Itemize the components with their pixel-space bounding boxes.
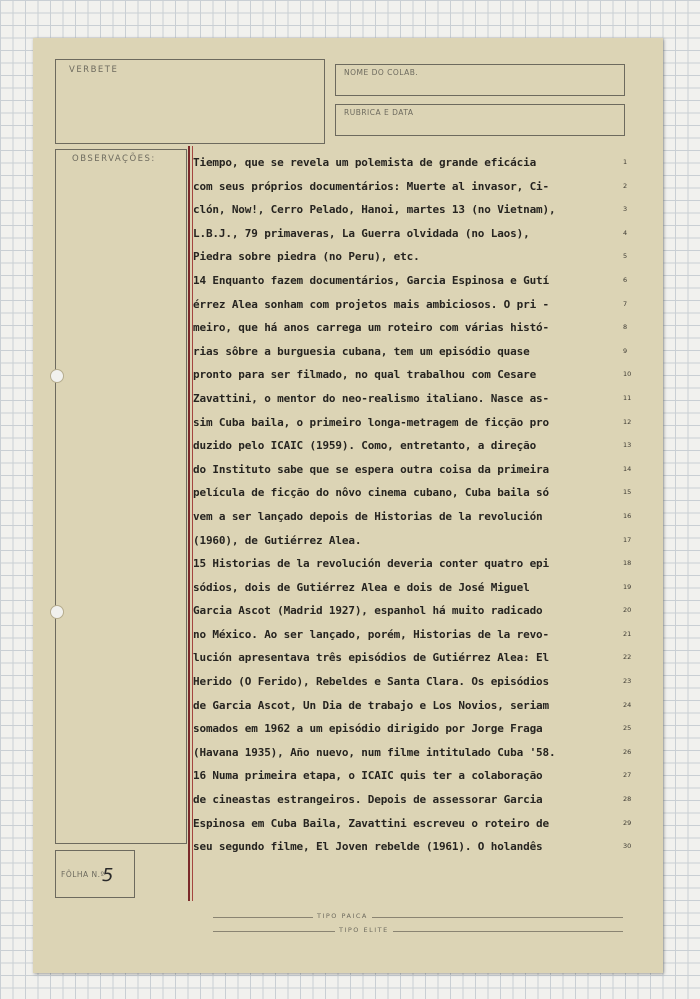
line-number: 19 [623, 582, 632, 591]
verbete-box [55, 59, 325, 144]
tipo-elite-rule [213, 931, 623, 932]
text-line: lución apresentava três episódios de Gutiérrez Alea: El [193, 651, 549, 665]
line-number: 12 [623, 417, 632, 426]
folha-box [55, 850, 135, 898]
verbete-label: VERBETE [69, 65, 119, 75]
line-number: 3 [623, 205, 628, 214]
nome-do-colab-label: NOME DO COLAB. [344, 68, 419, 77]
line-number: 20 [623, 606, 632, 615]
observacoes-label: OBSERVAÇÕES: [72, 154, 156, 164]
line-number: 7 [623, 299, 628, 308]
nome-do-colab-box [335, 64, 625, 96]
text-line: somados em 1962 a um episódio dirigido por Jorge Fraga [193, 722, 543, 736]
line-number: 28 [623, 795, 632, 804]
line-number: 15 [623, 488, 632, 497]
text-line: 14 Enquanto fazem documentários, Garcia Espinosa e Gutí [193, 273, 549, 287]
text-line: rias sôbre a burguesia cubana, tem um episódio quase [193, 344, 530, 358]
line-numbers [623, 151, 645, 859]
text-line: meiro, que há anos carrega um roteiro com várias histó- [193, 321, 549, 335]
line-number: 27 [623, 771, 632, 780]
line-number: 29 [623, 818, 632, 827]
line-number: 5 [623, 252, 628, 261]
line-number: 4 [623, 228, 628, 237]
rubrica-e-data-box [335, 104, 625, 136]
line-number: 8 [623, 323, 628, 332]
line-number: 9 [623, 346, 628, 355]
text-line: 16 Numa primeira etapa, o ICAIC quis ter a colaboração [193, 769, 543, 783]
text-line: (1960), de Gutiérrez Alea. [193, 533, 362, 547]
tipo-paica-rule [213, 917, 623, 918]
text-line: do Instituto sabe que se espera outra coisa da primeira [193, 462, 549, 476]
line-number: 22 [623, 653, 632, 662]
text-line: seu segundo filme, El Joven rebelde (1961). O holandês [193, 840, 543, 854]
text-line: no México. Ao ser lançado, porém, Historias de la revo- [193, 627, 549, 641]
punch-hole-bottom [50, 605, 64, 619]
line-number: 26 [623, 747, 632, 756]
typed-text-block [193, 151, 619, 859]
text-line: pronto para ser filmado, no qual trabalhou com Cesare [193, 368, 537, 382]
line-number: 13 [623, 441, 632, 450]
text-line: Piedra sobre piedra (no Peru), etc. [193, 250, 420, 264]
text-line: Tiempo, que se revela um polemista de grande eficácia [193, 156, 537, 169]
text-line: Zavattini, o mentor do neo-realismo italiano. Nasce as- [193, 391, 549, 405]
tipo-elite-label: TIPO ELITE [335, 926, 393, 934]
text-line: de cineastas estrangeiros. Depois de assessorar Garcia [193, 793, 543, 807]
text-line: clón, Now!, Cerro Pelado, Hanoi, martes 13 (no Vietnam), [193, 203, 556, 217]
form-sheet [33, 38, 663, 973]
text-line: L.B.J., 79 primaveras, La Guerra olvidada (no Laos), [193, 226, 530, 240]
text-line: sim Cuba baila, o primeiro longa-metragem de ficção pro [193, 415, 549, 429]
text-line: Herido (O Ferido), Rebeldes e Santa Clara. Os episódios [193, 675, 549, 689]
text-line: película de ficção do nôvo cinema cubano, Cuba baila só [193, 486, 549, 500]
folha-number: 5 [102, 865, 114, 886]
rubrica-e-data-label: RUBRICA E DATA [344, 108, 414, 117]
text-line: de Garcia Ascot, Un Dia de trabajo e Los Novios, seriam [193, 698, 549, 712]
text-line: duzido pelo ICAIC (1959). Como, entretanto, a direção [193, 439, 537, 453]
tipo-paica-label: TIPO PAICA [313, 912, 372, 920]
text-line: vem a ser lançado depois de Historias de la revolución [193, 509, 543, 523]
line-number: 2 [623, 181, 628, 190]
text-line: Garcia Ascot (Madrid 1927), espanhol há muito radicado [193, 604, 543, 618]
line-number: 18 [623, 559, 632, 568]
line-number: 30 [623, 842, 632, 851]
line-number: 10 [623, 370, 632, 379]
punch-hole-top [50, 369, 64, 383]
line-number: 11 [623, 393, 632, 402]
line-number: 21 [623, 629, 632, 638]
margin-rule [188, 146, 190, 901]
text-line: com seus próprios documentários: Muerte al invasor, Ci- [193, 179, 549, 193]
line-number: 24 [623, 700, 632, 709]
text-line: sódios, dois de Gutiérrez Alea e dois de José Miguel [193, 580, 530, 594]
text-line: érrez Alea sonham com projetos mais ambiciosos. O pri - [193, 297, 549, 311]
text-line: Espinosa em Cuba Baila, Zavattini escreveu o roteiro de [193, 816, 549, 830]
line-number: 6 [623, 275, 628, 284]
observacoes-box [55, 149, 187, 844]
line-number: 14 [623, 464, 632, 473]
line-number: 17 [623, 535, 632, 544]
line-number: 23 [623, 677, 632, 686]
line-number: 25 [623, 724, 632, 733]
line-number: 16 [623, 511, 632, 520]
line-number: 1 [623, 158, 628, 166]
text-line: 15 Historias de la revolución deveria conter quatro epi [193, 557, 549, 571]
folha-label: FÔLHA N.º [61, 870, 105, 879]
text-line: (Havana 1935), Año nuevo, num filme intitulado Cuba '58. [193, 745, 556, 759]
